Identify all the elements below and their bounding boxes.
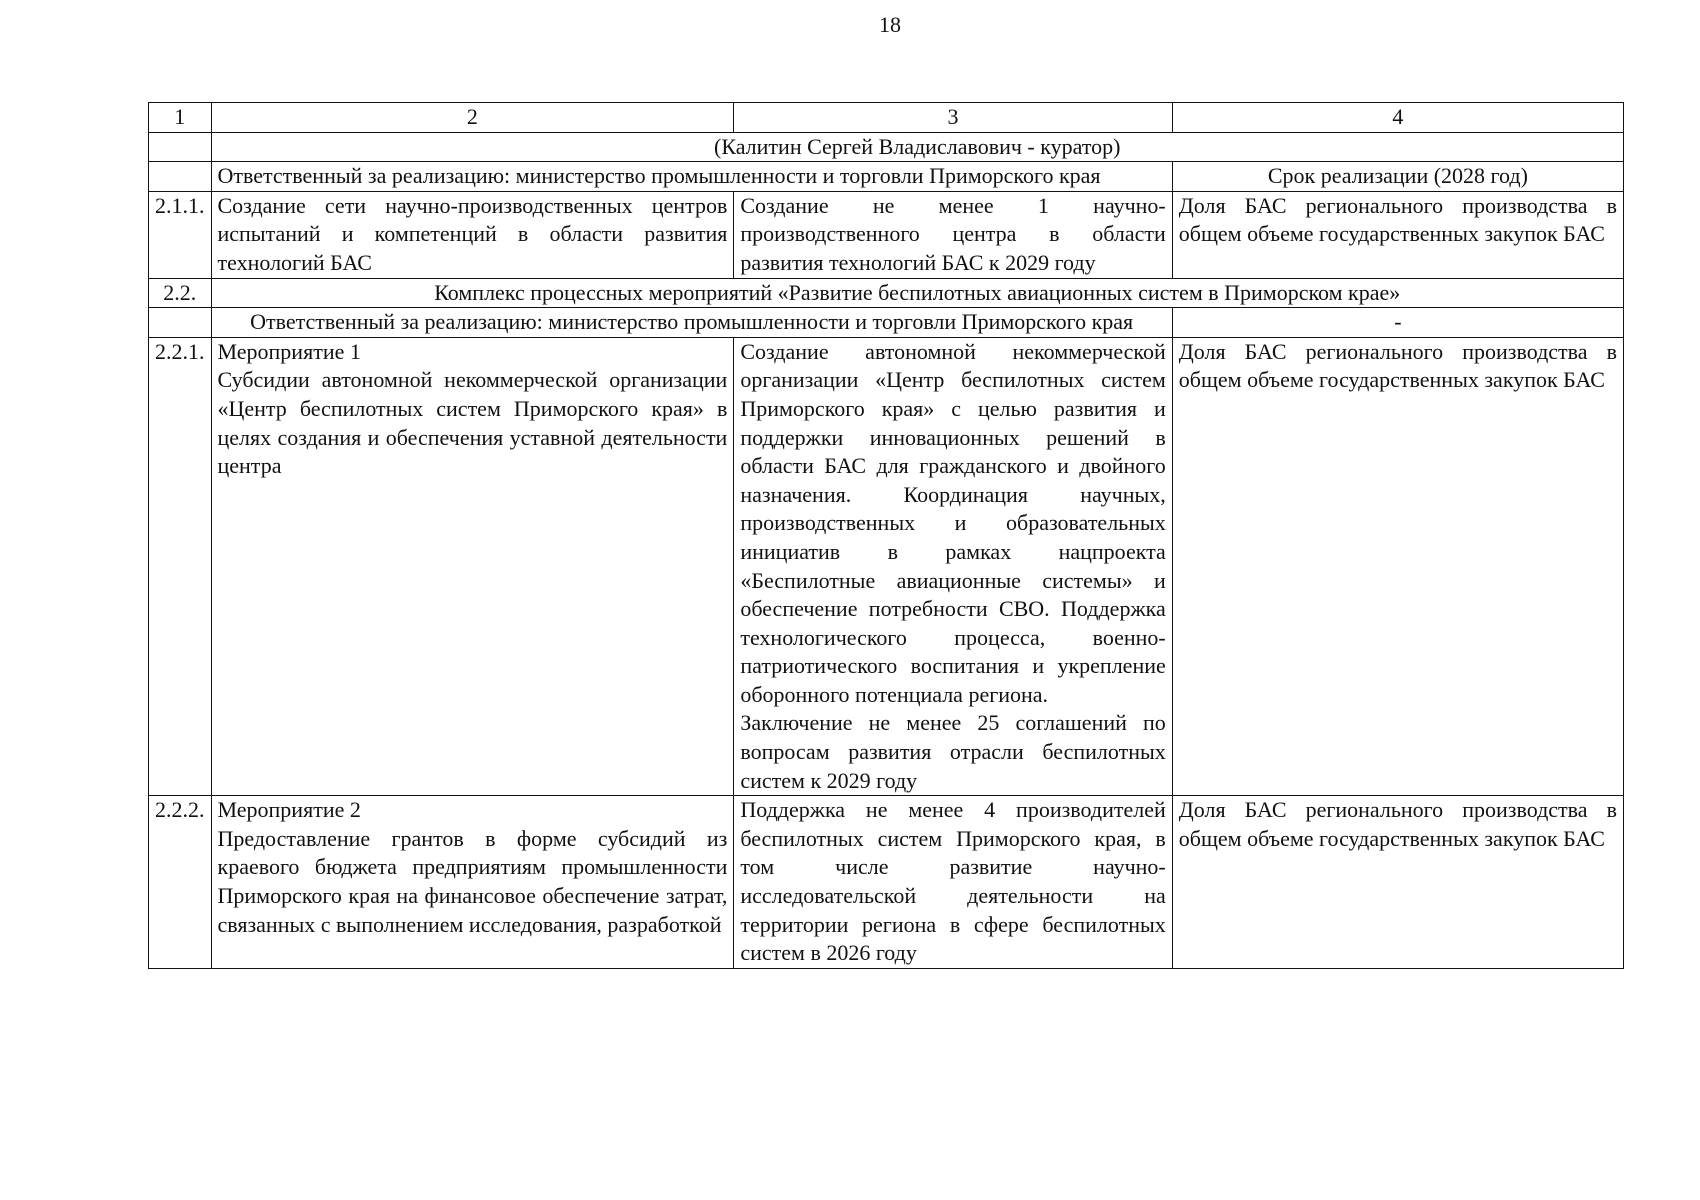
task-text: Предоставление грантов в форме субсидий из краевого бюджета предприятиям промышленности Приморского края на финансовое обеспечение затрат, связанных с выполнением исследования, разработкой: [217, 825, 728, 937]
task-text: Субсидии автономной некоммерческой организации «Центр беспилотных систем Приморского края» в целях создания и обеспечения уставной деятельности центра: [217, 367, 728, 479]
result-paragraph: Создание автономной некоммерческой организации «Центр беспилотных систем Приморского края» с целью развития и поддержки инновационных решений в области БАС для гражданского и двойного назначения. Координация научных, производственных и образовательных инициатив в рамках нацпроекта «Беспилотные авиационные системы» и обеспечение потребности СВО. Поддержка технологического процесса, военно-патриотического воспитания и укрепление оборонного потенциала региона.: [740, 338, 1166, 707]
row-number: 2.2.1.: [149, 337, 212, 796]
indicator-cell: Доля БАС регионального производства в общем объеме государственных закупок БАС: [1172, 337, 1623, 796]
table-row: [149, 796, 1624, 969]
responsible-row: [149, 162, 1624, 192]
result-cell: [734, 337, 1172, 796]
task-cell: Создание сети научно-производственных центров испытаний и компетенций в области развития технологий БАС: [211, 191, 734, 278]
responsible-cell: Ответственный за реализацию: министерство промышленности и торговли Приморского края: [211, 162, 1172, 192]
page-number: 18: [879, 12, 901, 37]
result-cell: Поддержка не менее 4 производителей беспилотных систем Приморского края, в том числе развитие научно-исследовательской деятельности на территории региона в сфере беспилотных систем в 2026 году: [734, 796, 1172, 969]
term-cell: -: [1172, 308, 1623, 338]
curator-cell: (Калитин Сергей Владиславович - куратор): [211, 132, 1624, 162]
responsible-cell: Ответственный за реализацию: министерство промышленности и торговли Приморского края: [211, 308, 1172, 338]
indicator-cell: Доля БАС регионального производства в общем объеме государственных закупок БАС: [1172, 191, 1623, 278]
empty-cell: [149, 132, 212, 162]
table-row: [149, 191, 1624, 278]
empty-cell: [149, 162, 212, 192]
column-header: 4: [1172, 103, 1623, 133]
row-number: 2.1.1.: [149, 191, 212, 278]
task-title: Мероприятие 2: [217, 797, 361, 823]
column-header: 2: [211, 103, 734, 133]
task-cell: [211, 337, 734, 796]
column-header: 1: [149, 103, 212, 133]
section-row: [149, 278, 1624, 308]
row-number: 2.2.: [149, 278, 212, 308]
result-paragraph: Заключение не менее 25 соглашений по вопросам развития отрасли беспилотных систем к 2029 году: [740, 710, 1166, 793]
task-title: Мероприятие 1: [217, 338, 361, 364]
result-cell: Создание не менее 1 научно-производственного центра в области развития технологий БАС к 2029 году: [734, 191, 1172, 278]
section-title: Комплекс процессных мероприятий «Развитие беспилотных авиационных систем в Приморском крае»: [211, 278, 1624, 308]
measures-table: [148, 102, 1624, 969]
curator-row: [149, 132, 1624, 162]
row-number: 2.2.2.: [149, 796, 212, 969]
column-header: 3: [734, 103, 1172, 133]
column-header-row: [149, 103, 1624, 133]
indicator-cell: Доля БАС регионального производства в общем объеме государственных закупок БАС: [1172, 796, 1623, 969]
table-row: [149, 337, 1624, 796]
empty-cell: [149, 308, 212, 338]
term-cell: Срок реализации (2028 год): [1172, 162, 1623, 192]
responsible-row: [149, 308, 1624, 338]
task-cell: [211, 796, 734, 969]
